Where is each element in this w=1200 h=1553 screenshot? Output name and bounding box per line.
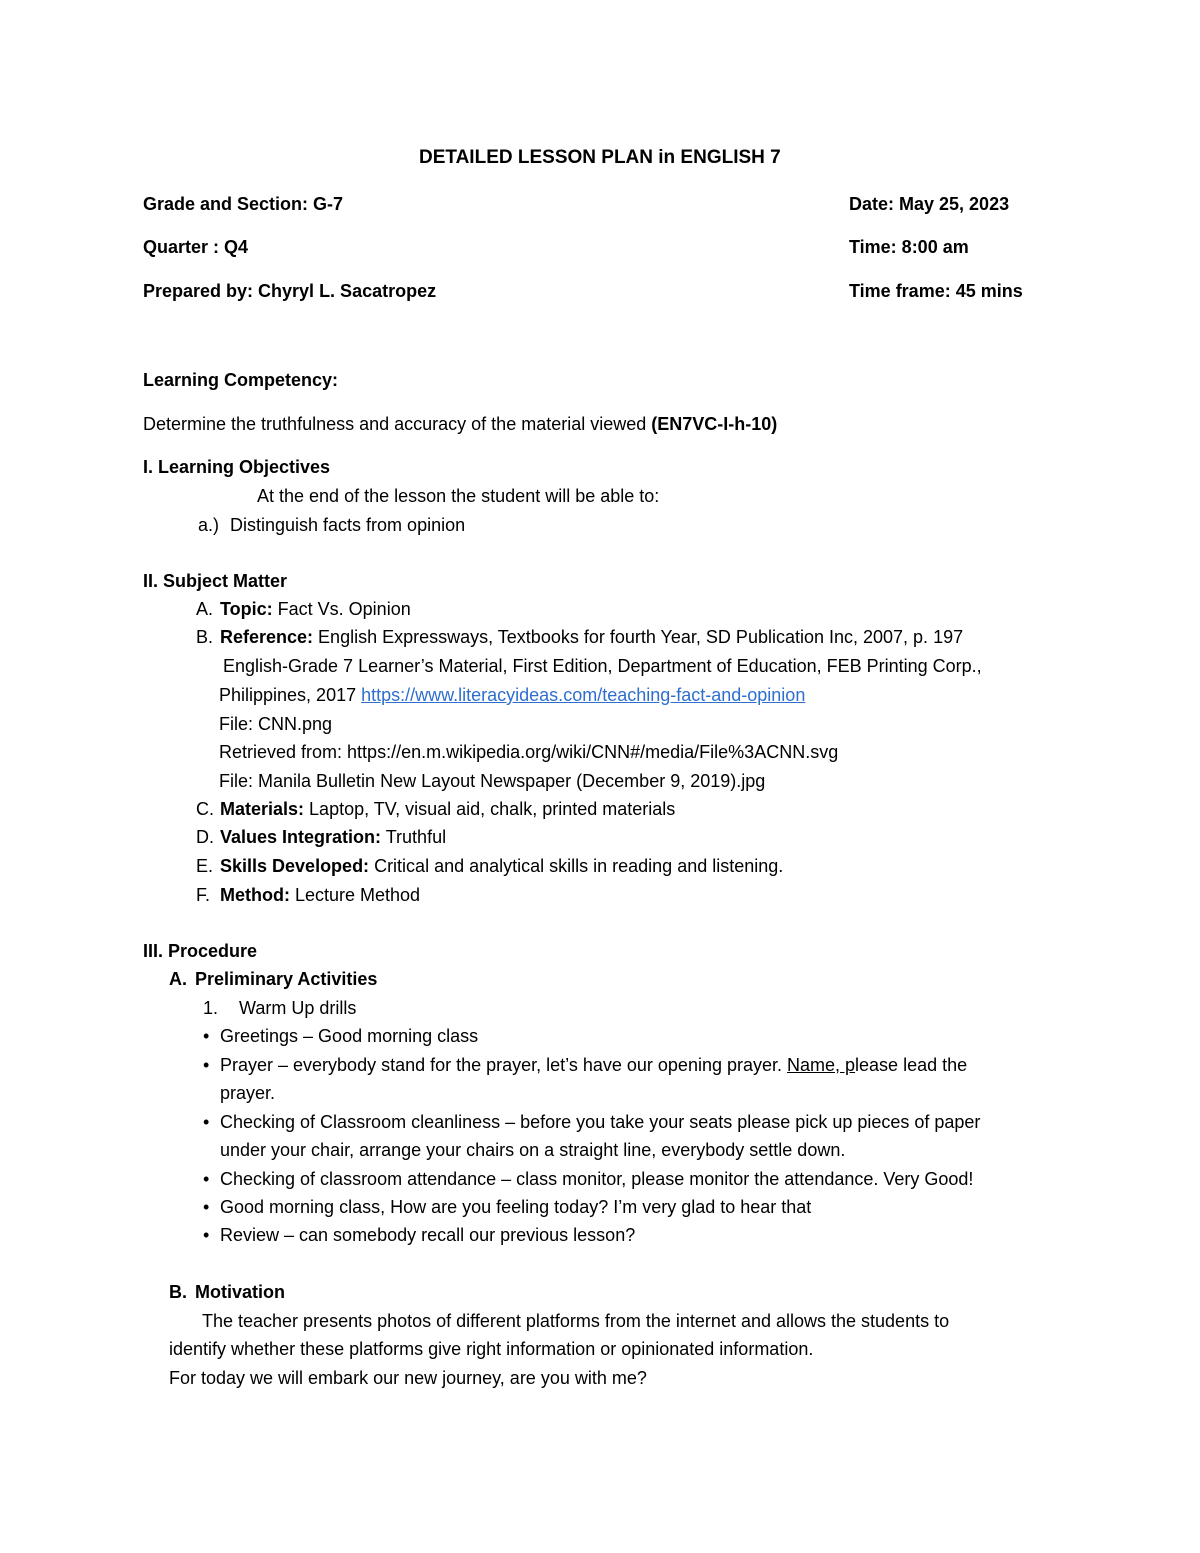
prayer-text-end: lease lead the bbox=[855, 1055, 968, 1075]
materials-value: Laptop, TV, visual aid, chalk, printed materials bbox=[304, 799, 676, 819]
method-label: Method: bbox=[220, 885, 290, 905]
bullet-icon: • bbox=[203, 1169, 210, 1189]
bullet-icon: • bbox=[203, 1197, 210, 1217]
time: Time: 8:00 am bbox=[849, 237, 969, 257]
competency-description: Determine the truthfulness and accuracy of the material viewed bbox=[143, 414, 652, 434]
grade-section: Grade and Section: G-7 bbox=[143, 194, 344, 214]
objective-item: Distinguish facts from opinion bbox=[230, 515, 466, 535]
skills-marker: E. bbox=[196, 856, 214, 876]
prelim-heading: Preliminary Activities bbox=[195, 969, 378, 989]
warmup-label: Warm Up drills bbox=[239, 998, 357, 1018]
reference-marker: B. bbox=[196, 627, 214, 647]
values-label: Values Integration: bbox=[220, 827, 382, 847]
procedure-heading: III. Procedure bbox=[143, 941, 258, 961]
competency-code: (EN7VC-I-h-10) bbox=[651, 414, 778, 434]
values-marker: D. bbox=[196, 827, 214, 847]
bullet-feeling: Good morning class, How are you feeling today? I’m very glad to hear that bbox=[220, 1197, 812, 1217]
method-marker: F. bbox=[196, 885, 211, 905]
reference-file-1: File: CNN.png bbox=[219, 714, 333, 734]
reference-line-3 bbox=[219, 684, 805, 706]
reference-link[interactable]: https://www.literacyideas.com/teaching-fact-and-opinion bbox=[361, 685, 806, 705]
reference-year: Philippines, 2017 bbox=[219, 685, 362, 705]
bullet-prayer-cont: prayer. bbox=[220, 1083, 276, 1103]
objectives-intro: At the end of the lesson the student will be able to: bbox=[257, 486, 660, 506]
topic-line bbox=[220, 598, 411, 620]
reference-retrieved: Retrieved from: https://en.m.wikipedia.org/wiki/CNN#/media/File%3ACNN.svg bbox=[219, 742, 839, 762]
skills-line bbox=[220, 855, 783, 877]
bullet-icon: • bbox=[203, 1055, 210, 1075]
reference-file-2: File: Manila Bulletin New Layout Newspaper (December 9, 2019).jpg bbox=[219, 771, 766, 791]
bullet-prayer bbox=[220, 1054, 967, 1076]
prepared-by: Prepared by: Chyryl L. Sacatropez bbox=[143, 281, 437, 301]
materials-line bbox=[220, 798, 675, 820]
prayer-name: Name, p bbox=[787, 1055, 856, 1075]
reference-label: Reference: bbox=[220, 627, 314, 647]
values-line bbox=[220, 826, 446, 848]
objectives-heading: I. Learning Objectives bbox=[143, 457, 331, 477]
bullet-cleanliness: Checking of Classroom cleanliness – before you take your seats please pick up pieces of paper bbox=[220, 1112, 981, 1132]
topic-value: Fact Vs. Opinion bbox=[272, 599, 411, 619]
topic-marker: A. bbox=[196, 599, 214, 619]
materials-marker: C. bbox=[196, 799, 214, 819]
bullet-icon: • bbox=[203, 1225, 210, 1245]
motivation-line-2: identify whether these platforms give right information or opinionated information. bbox=[169, 1339, 814, 1359]
reference-line-2: English-Grade 7 Learner’s Material, First Edition, Department of Education, FEB Printing Corp., bbox=[223, 656, 982, 676]
date: Date: May 25, 2023 bbox=[849, 194, 1010, 214]
method-line bbox=[220, 884, 420, 906]
bullet-review: Review – can somebody recall our previous lesson? bbox=[220, 1225, 636, 1245]
prayer-text: Prayer – everybody stand for the prayer, let’s have our opening prayer. bbox=[220, 1055, 787, 1075]
bullet-attendance: Checking of classroom attendance – class monitor, please monitor the attendance. Very Good! bbox=[220, 1169, 974, 1189]
reference-line bbox=[220, 626, 963, 648]
time-frame: Time frame: 45 mins bbox=[849, 281, 1023, 301]
reference-value: English Expressways, Textbooks for fourth Year, SD Publication Inc, 2007, p. 197 bbox=[313, 627, 964, 647]
warmup-marker: 1. bbox=[203, 998, 219, 1018]
motivation-heading: Motivation bbox=[195, 1282, 285, 1302]
skills-label: Skills Developed: bbox=[220, 856, 370, 876]
quarter: Quarter : Q4 bbox=[143, 237, 249, 257]
competency-text bbox=[143, 413, 777, 435]
method-value: Lecture Method bbox=[289, 885, 421, 905]
document-title: DETAILED LESSON PLAN in ENGLISH 7 bbox=[419, 147, 781, 168]
prelim-marker: A. bbox=[169, 969, 187, 989]
motivation-line-3: For today we will embark our new journey, are you with me? bbox=[169, 1368, 647, 1388]
motivation-line-1: The teacher presents photos of different platforms from the internet and allows the students to bbox=[202, 1311, 950, 1331]
bullet-cleanliness-cont: under your chair, arrange your chairs on a straight line, everybody settle down. bbox=[220, 1140, 846, 1160]
topic-label: Topic: bbox=[220, 599, 273, 619]
bullet-icon: • bbox=[203, 1026, 210, 1046]
bullet-icon: • bbox=[203, 1112, 210, 1132]
objective-marker: a.) bbox=[198, 515, 220, 535]
subject-heading: II. Subject Matter bbox=[143, 571, 288, 591]
skills-value: Critical and analytical skills in reading and listening. bbox=[369, 856, 784, 876]
bullet-greetings: Greetings – Good morning class bbox=[220, 1026, 479, 1046]
values-value: Truthful bbox=[381, 827, 447, 847]
materials-label: Materials: bbox=[220, 799, 305, 819]
competency-heading: Learning Competency: bbox=[143, 370, 339, 390]
motivation-marker: B. bbox=[169, 1282, 187, 1302]
